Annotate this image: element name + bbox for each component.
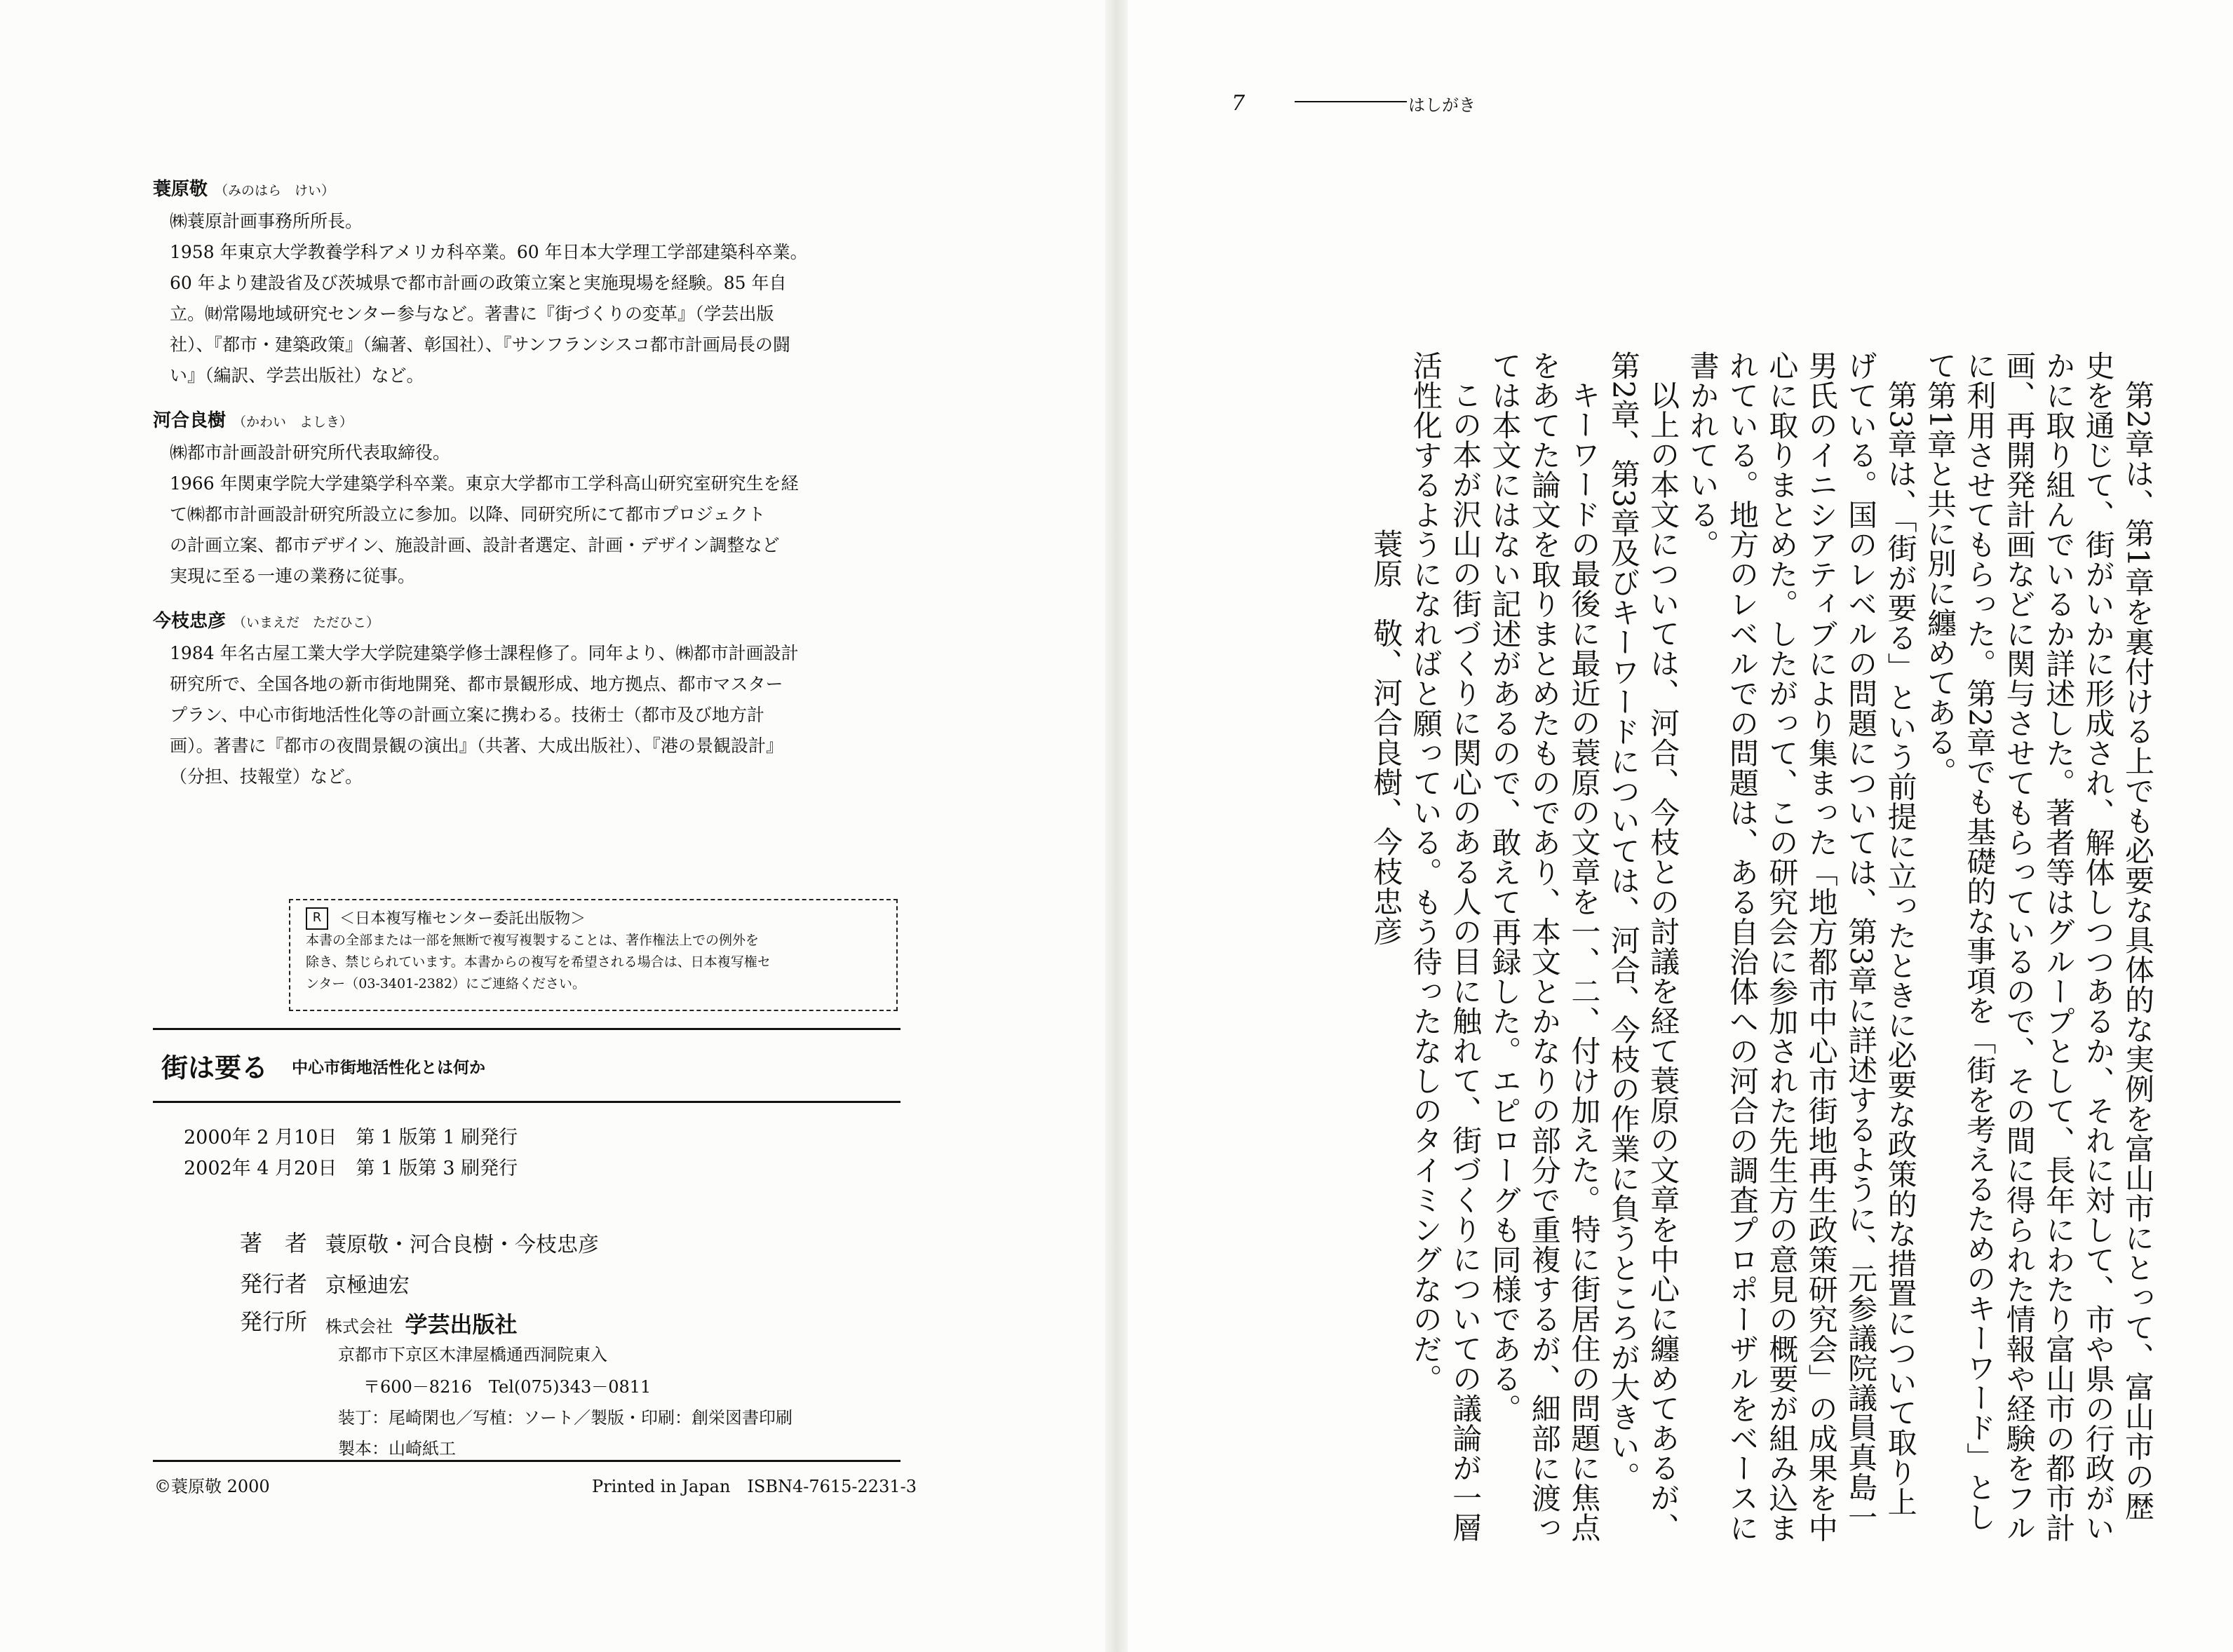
notice-line: 本書の全部または一部を無断で複写複製することは、著作権法上での例外を (306, 933, 760, 948)
bio-line: （分担、技報堂）など。 (170, 766, 363, 787)
author-name: 河合良樹 (153, 410, 227, 431)
author-label: 著 者 (240, 1230, 308, 1257)
paragraph: 以上の本文については、河合、今枝との討議を経て蓑原の文章を中心に纏めてあるが、第2章、第3章及びキーワードについては、河合、今枝の作業に負うところが大きい。 (1606, 351, 1681, 1543)
book-title: 街は要る (161, 1052, 269, 1083)
bio-line: 研究所で、全国各地の新市街地開発、都市景観形成、地方拠点、都市マスター (170, 674, 783, 694)
isbn-line: Printed in Japan ISBN4-7615-2231-3 (592, 1477, 917, 1496)
edition-line: 2000年 2 月10日 第 1 版第 1 刷発行 (184, 1127, 518, 1149)
preface-vertical-text (1318, 351, 2157, 1543)
paragraph: 第2章は、第1章を裏付ける上でも必要な具体的な実例を富山市にとって、富山市の歴史を通じて、街がいかに形成され、解体しつつあるか、それに対して、市や県の行政がいかに取り組んでいるか詳述した。著者等はグループとして、長年にわたり富山市の都市計画、再開発計画などに関与させてもらっているので、その間に得られた情報や経験をフルに利用させてもらった。第2章でも基礎的な事項を「街を考えるためのキーワード」として第1章と共に別に纏めてある。 (1922, 351, 2155, 1543)
author-name: 今枝忠彦 (153, 611, 227, 632)
author-reading: （いまえだ ただひこ） (233, 615, 380, 630)
page-number: 7 (1232, 91, 1246, 116)
author-reading: （みのはら けい） (215, 183, 335, 198)
house-name: 学芸出版社 (405, 1311, 518, 1338)
author-signature: 蓑原 敬、河合良樹、今枝忠彦 (1369, 529, 1404, 946)
bio-line: 立。㈶常陽地域研究センター参与など。著書に『街づくりの変革』（学芸出版 (170, 304, 774, 324)
bio-line: の計画立案、都市デザイン、施設計画、設計者選定、計画・デザイン調整など (170, 535, 780, 555)
author-name: 蓑原敬 (153, 179, 208, 200)
bio-line: 実現に至る一連の業務に従事。 (170, 566, 416, 586)
bio-line: て㈱都市計画設計研究所設立に参加。以降、同研究所にて都市プロジェクト (170, 504, 766, 524)
postal-phone: 〒600－8216 Tel(075)343－0811 (363, 1377, 652, 1397)
running-head-rule (1295, 101, 1407, 102)
bio-line: 社）、『都市・建築政策』（編著、彰国社）、『サンフランシスコ都市計画局長の闘 (170, 334, 790, 355)
copyright-line: ©蓑原敬 2000 (154, 1477, 270, 1496)
publishing-house-label: 発行所 (240, 1308, 308, 1335)
paragraph: この本が沢山の街づくりに関心のある人の目に触れて、街づくりについての議論が一層活性化するようになればと願っている。もう待ったなしのタイミングなのだ。 (1408, 351, 1483, 1543)
bio-line: 画）。著書に『都市の夜間景観の演出』（共著、大成出版社）、『港の景観設計』 (170, 736, 784, 756)
book-subtitle: 中心市街地活性化とは何か (292, 1059, 485, 1077)
bio-line: プラン、中心市街地活性化等の計画立案に携わる。技術士（都市及び地方計 (170, 705, 765, 725)
author-reading: （かわい よしき） (233, 414, 353, 430)
house-prefix: 株式会社 (325, 1317, 393, 1336)
notice-line: ンター（03-3401-2382）にご連絡ください。 (306, 976, 586, 991)
notice-heading: ＜日本複写権センター委託出版物＞ (339, 909, 586, 928)
bio-line: 60 年より建設省及び茨城県で都市計画の政策立案と実施現場を経験。85 年自 (170, 273, 787, 293)
publisher-label: 発行者 (240, 1271, 308, 1297)
paragraph: キーワードの最後に最近の蓑原の文章を一、二、付け加えた。特に街居住の問題に焦点をあてた論文を取りまとめたものであり、本文とかなりの部分で重複するが、細部に渡っては本文にはない記述があるので、敢えて再録した。エピローグも同様である。 (1487, 351, 1602, 1543)
publisher-address: 京都市下京区木津屋橋通西洞院東入 (338, 1345, 607, 1365)
publisher-value: 京極迪宏 (325, 1273, 410, 1298)
bio-line: い』（編訳、学芸出版社）など。 (170, 365, 424, 386)
edition-line: 2002年 4 月20日 第 1 版第 3 刷発行 (184, 1158, 518, 1179)
bio-line: 1984 年名古屋工業大学大学院建築学修士課程修了。同年より、㈱都市計画設計 (170, 643, 799, 663)
notice-line: 除き、禁じられています。本書からの複写を希望される場合は、日本複写権セ (306, 954, 771, 970)
author-role: ㈱蓑原計画事務所所長。 (170, 211, 363, 231)
production-credits: 装丁：尾崎閑也／写植：ソート／製版・印刷：創栄図書印刷 (338, 1408, 792, 1428)
author-value: 蓑原敬・河合良樹・今枝忠彦 (325, 1233, 599, 1257)
bio-line: 1958 年東京大学教養学科アメリカ科卒業。60 年日本大学理工学部建築科卒業。 (170, 242, 808, 262)
paragraph: 第3章は、「街が要る」という前提に立ったときに必要な政策的な措置について取り上げている。国のレベルの問題については、第3章に詳述するように、元参議院議員真島一男氏のイニシアティブにより集まった「地方都市中心市街地再生政策研究会」の成果を中心に取りまとめた。したがって、この研究会に参加された先生方の意見の概要が組み込まれている。地方のレベルでの問題は、ある自治体への河合の調査プロポーザルをベースに書かれている。 (1685, 351, 1918, 1543)
author-role: ㈱都市計画設計研究所代表取締役。 (170, 442, 451, 463)
binding-credit: 製本：山崎紙工 (338, 1439, 456, 1458)
running-title: はしがき (1408, 95, 1476, 115)
registered-mark-icon: R (306, 907, 328, 930)
bio-line: 1966 年関東学院大学建築学科卒業。東京大学都市工学科高山研究室研究生を経 (170, 473, 799, 494)
